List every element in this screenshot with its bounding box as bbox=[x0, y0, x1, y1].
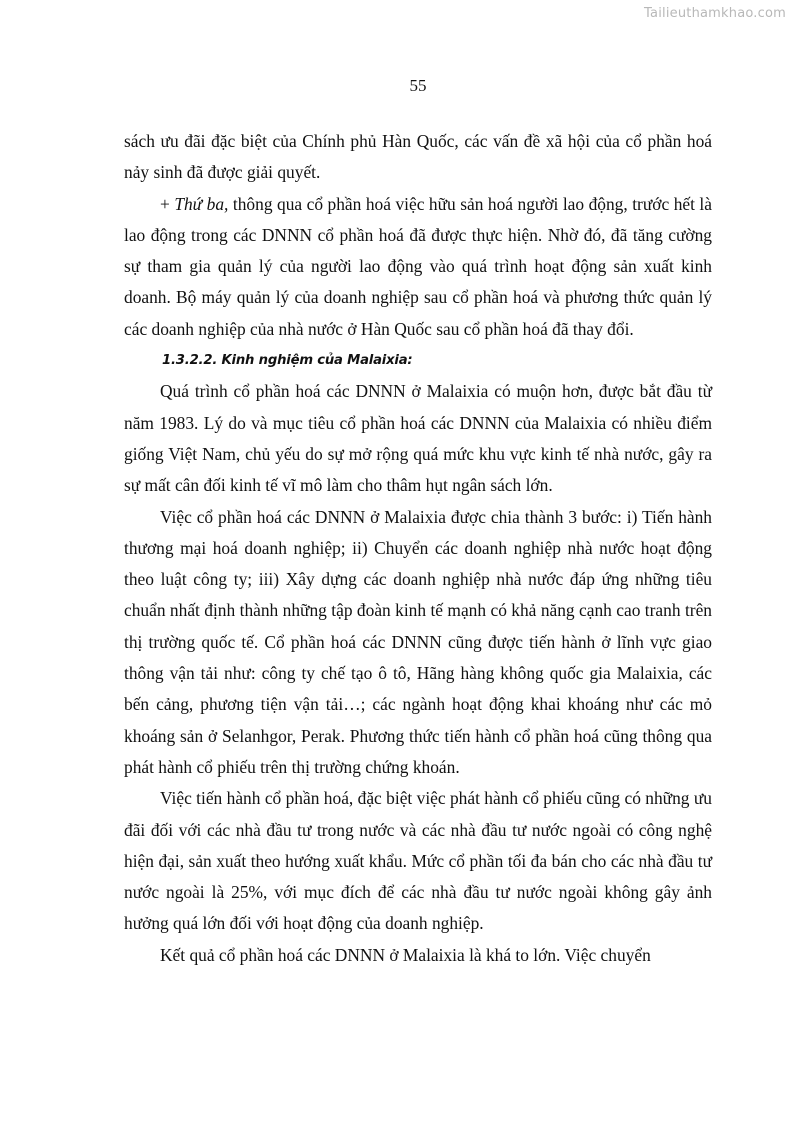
paragraph-1: sách ưu đãi đặc biệt của Chính phủ Hàn Quốc, các vấn đề xã hội của cổ phần hoá nảy sinh đã được giải quyết. bbox=[124, 131, 712, 183]
paragraph-2-italic: Thứ ba, bbox=[174, 193, 229, 214]
paragraph-6: Kết quả cổ phần hoá các DNNN ở Malaixia là khá to lớn. Việc chuyển bbox=[160, 944, 651, 965]
paragraph-4: Việc cổ phần hoá các DNNN ở Malaixia được chia thành 3 bước: i) Tiến hành thương mại hoá doanh nghiệp; ii) Chuyển các doanh nghiệp nhà nước hoạt động theo luật công ty; iii) Xây dựng các doanh nghiệp nhà nước đáp ứng những tiêu chuẩn nhất định thành những tập đoàn kinh tế mạnh có khả năng cạnh cao tranh trên thị trường quốc tế. Cổ phần hoá các DNNN cũng được tiến hành ở lĩnh vực giao thông vận tải như: công ty chế tạo ô tô, Hãng hàng không quốc gia Malaixia, các bến cảng, phương tiện vận tải…; các ngành hoạt động khai khoáng như các mỏ khoáng sản ở Selanhgor, Perak. Phương thức tiến hành cổ phần hoá cũng thông qua phát hành cổ phiếu trên thị trường chứng khoán. bbox=[124, 506, 712, 777]
paragraph-5: Việc tiến hành cổ phần hoá, đặc biệt việc phát hành cổ phiếu cũng có những ưu đãi đối với các nhà đầu tư trong nước và các nhà đầu tư nước ngoài có công nghệ hiện đại, sản xuất theo hướng xuất khẩu. Mức cổ phần tối đa bán cho các nhà đầu tư nước ngoài là 25%, với mục đích để các nhà đầu tư nước ngoài không gây ảnh hưởng quá lớn đối với hoạt động của doanh nghiệp. bbox=[124, 788, 712, 934]
watermark: Tailieuthamkhao.com bbox=[644, 6, 786, 21]
paragraph-2 bbox=[124, 189, 712, 345]
paragraph-3: Quá trình cổ phần hoá các DNNN ở Malaixia có muộn hơn, được bắt đầu từ năm 1983. Lý do và mục tiêu cổ phần hoá các DNNN của Malaixia có nhiều điểm giống Việt Nam, chủ yếu do sự mở rộng quá mức khu vực kinh tế nhà nước, gây ra sự mất cân đối kinh tế vĩ mô làm cho thâm hụt ngân sách lớn. bbox=[124, 381, 712, 496]
paragraph-2-text: thông qua cổ phần hoá việc hữu sản hoá người lao động, trước hết là lao động trong các DNNN cổ phần hoá đã được thực hiện. Nhờ đó, đã tăng cường sự tham gia quản lý của người lao động vào quá trình hoạt động sản xuất kinh doanh. Bộ máy quản lý của doanh nghiệp sau cổ phần hoá và phương thức quản lý các doanh nghiệp của nhà nước ở Hàn Quốc sau cổ phần hoá đã thay đổi. bbox=[124, 193, 712, 339]
section-heading: 1.3.2.2. Kinh nghiệm của Malaixia: bbox=[162, 353, 413, 369]
paragraph-2-prefix: + bbox=[160, 193, 175, 214]
document-body bbox=[124, 126, 712, 971]
page-number: 55 bbox=[409, 76, 427, 95]
